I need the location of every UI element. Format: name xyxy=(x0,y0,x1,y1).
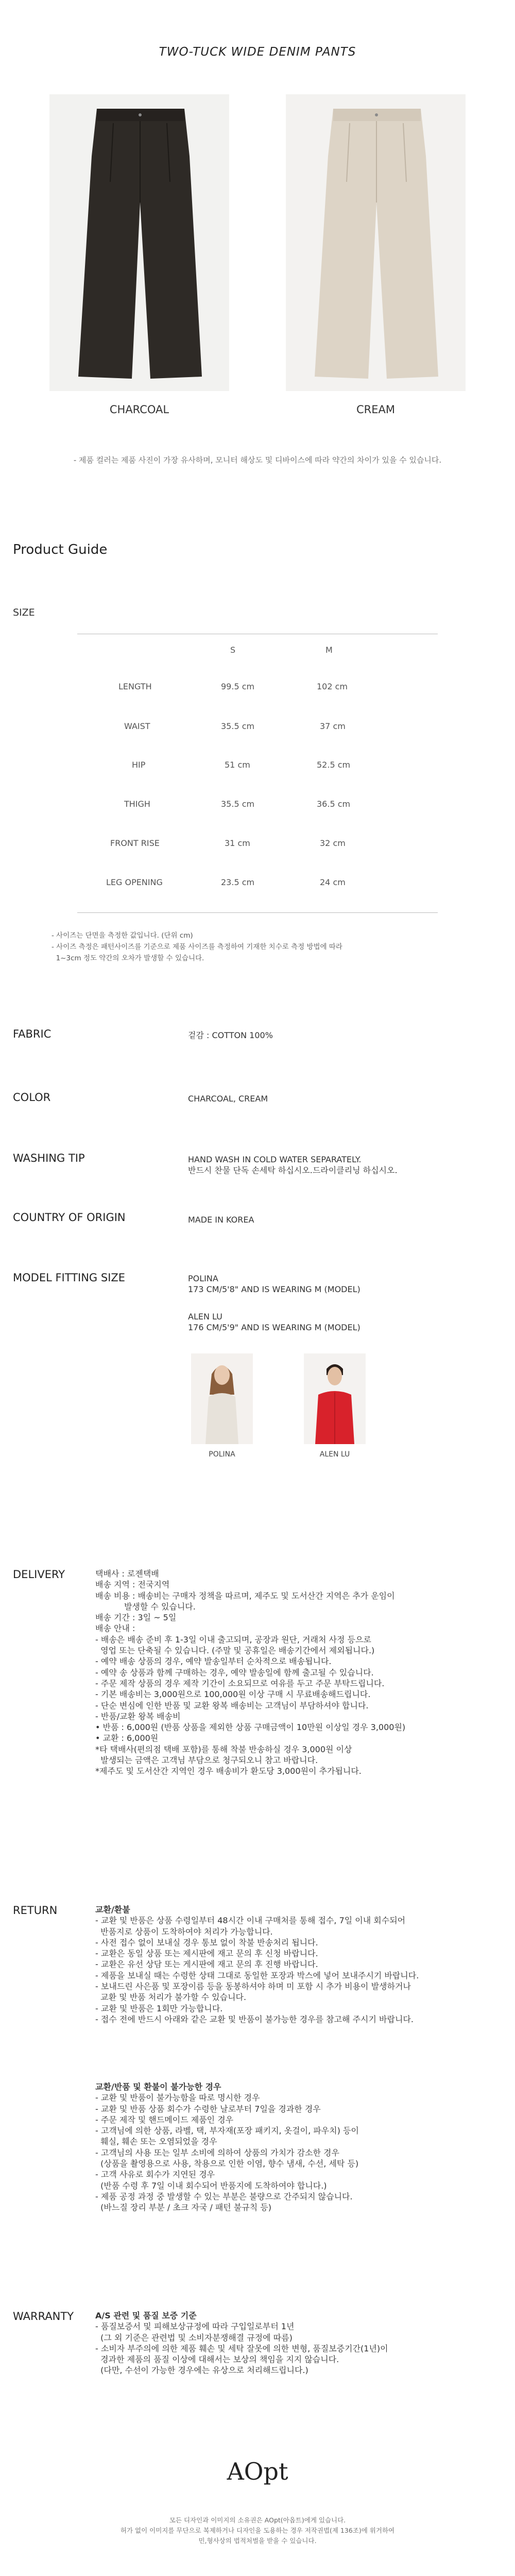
model-name: POLINA xyxy=(188,1274,218,1283)
fitting-label: MODEL FITTING SIZE xyxy=(13,1272,126,1284)
size-row-label: FRONT RISE xyxy=(110,838,160,848)
delivery-line: 영업 또는 단축될 수 있습니다. (주말 및 공휴일은 배송기간에서 제외됩니다.) xyxy=(95,1646,375,1656)
size-note-line: - 사이즈는 단면을 측정한 값입니다. (단위 cm) xyxy=(52,931,193,940)
delivery-line: *타 택배사(편의점 택배 포함)를 통해 착불 반송하실 경우 3,000원 이상 xyxy=(95,1744,352,1754)
color-value: CHARCOAL, CREAM xyxy=(188,1094,268,1104)
size-col-m: M xyxy=(325,645,333,655)
fitting-model-2 xyxy=(188,1311,360,1333)
washing-line: 반드시 찬물 단독 손세탁 하십시오.드라이클리닝 하십시오. xyxy=(188,1165,398,1175)
size-row-label: HIP xyxy=(132,760,146,770)
product-title: TWO-TUCK WIDE DENIM PANTS xyxy=(159,45,356,59)
delivery-line: - 예약 송 상품과 함께 구매하는 경우, 예약 발송일에 함께 출고될 수 있습니다. xyxy=(95,1667,374,1677)
return-info xyxy=(95,1904,419,2025)
size-note-line: - 사이즈 측정은 패턴사이즈를 기준으로 제품 사이즈를 측정하여 기재한 치수로 측정 방법에 따라 xyxy=(52,943,342,951)
size-note-line: 1~3cm 정도 약간의 오차가 발생할 수 있습니다. xyxy=(52,954,204,962)
warranty-label: WARRANTY xyxy=(13,2310,74,2323)
model-info: 176 CM/5'9" AND IS WEARING M (MODEL) xyxy=(188,1323,360,1332)
copyright-notice xyxy=(0,2515,515,2546)
color-label-charcoal: CHARCOAL xyxy=(109,403,169,416)
return-line: 반품지로 상품이 도착하여야 처리가 가능합니다. xyxy=(95,1926,273,1937)
no-return-line: - 고객님의 사용 또는 일부 소비에 의하여 상품의 가치가 감소한 경우 xyxy=(95,2147,339,2158)
delivery-line: 배송 안내 : xyxy=(95,1623,135,1634)
delivery-line: - 예약 배송 상품의 경우, 예약 발송일부터 순차적으로 배송됩니다. xyxy=(95,1656,332,1667)
delivery-line: 발생되는 금액은 고객님 부담으로 청구되오니 참고 바랍니다. xyxy=(95,1755,318,1766)
return-label: RETURN xyxy=(13,1904,58,1917)
size-row-s: 35.5 cm xyxy=(221,799,255,809)
return-line: - 접수 전에 반드시 아래와 같은 교환 및 반품이 불가능한 경우를 참고해 주시기 바랍니다. xyxy=(95,2014,414,2024)
no-return-line: 훼실, 훼손 또는 오염되었을 경우 xyxy=(95,2137,217,2147)
size-row-m: 36.5 cm xyxy=(317,799,351,809)
return-line: - 제품을 보내실 때는 수령한 상태 그대로 동일한 포장과 박스에 넣어 보내주시기 바랍니다. xyxy=(95,1970,419,1980)
copyright-line: 민,형사상의 법적처벌을 받을 수 있습니다. xyxy=(198,2537,317,2545)
model-name: ALEN LU xyxy=(188,1312,222,1321)
size-row-m: 37 cm xyxy=(320,721,346,731)
size-row-label: LENGTH xyxy=(118,682,152,691)
charcoal-pants-photo xyxy=(49,94,229,391)
no-return-line: (상품을 촬영용으로 사용, 착용으로 인한 이염, 향수 냄새, 수선, 세탁 등) xyxy=(95,2159,359,2169)
return-line: - 교환은 동일 상품 또는 제시판에 재고 문의 후 신청 바랍니다. xyxy=(95,1948,318,1959)
no-return-line: - 교환 및 반품 상품 회수가 수령한 날로부터 7일을 경과한 경우 xyxy=(95,2104,321,2114)
no-return-line: - 제품 공정 과정 중 발생할 수 있는 부분은 불량으로 간주되지 않습니다. xyxy=(95,2191,353,2201)
delivery-line: - 반품/교환 왕복 배송비 xyxy=(95,1711,181,1721)
return-line: - 사전 접수 없이 보내실 경우 통보 없이 착불 반송처리 됩니다. xyxy=(95,1937,318,1947)
origin-label: COUNTRY OF ORIGIN xyxy=(13,1211,126,1224)
brand-logo: AOpt xyxy=(227,2458,288,2485)
size-heading: SIZE xyxy=(13,607,35,618)
return-line: 교환 및 반품 처리가 불가할 수 있습니다. xyxy=(95,1992,247,2003)
warranty-line: (다만, 수선이 가능한 경우에는 유상으로 처리해드립니다.) xyxy=(95,2365,308,2376)
fitting-model-1 xyxy=(188,1273,360,1295)
washing-line: HAND WASH IN COLD WATER SEPARATELY. xyxy=(188,1155,362,1164)
return-line: - 보내드린 사은품 및 포장이름 등을 동봉하셔야 하며 미 포함 시 추가 비용이 발생하거나 xyxy=(95,1981,411,1992)
size-row-m: 32 cm xyxy=(320,838,346,848)
no-return-line: (반품 수령 후 7일 이내 회수되어 반품지에 도착하여야 합니다.) xyxy=(95,2180,327,2191)
delivery-line: - 배송은 배송 준비 후 1-3일 이내 출고되며, 공장과 원단, 거래처 사정 등으로 xyxy=(95,1634,371,1645)
washing-label: WASHING TIP xyxy=(13,1152,85,1164)
size-row-label: THIGH xyxy=(124,799,150,809)
warranty-line: - 품질보증서 및 피해보상규정에 따라 구입일로부터 1년 xyxy=(95,2321,295,2332)
model-info: 173 CM/5'8" AND IS WEARING M (MODEL) xyxy=(188,1284,360,1294)
size-row-s: 23.5 cm xyxy=(221,877,255,887)
size-row-m: 102 cm xyxy=(317,682,348,691)
delivery-line: 배송 기간 : 3일 ~ 5일 xyxy=(95,1613,177,1623)
return-line: - 교환 및 반품은 상품 수령일부터 48시간 이내 구매처를 통해 접수, 7일 이내 회수되어 xyxy=(95,1916,406,1926)
delivery-line: • 교환 : 6,000원 xyxy=(95,1733,159,1743)
fabric-label: FABRIC xyxy=(13,1028,52,1040)
size-row-s: 51 cm xyxy=(225,760,250,770)
model-caption-alen-lu: ALEN LU xyxy=(319,1450,350,1459)
delivery-line: *제주도 및 도서산간 지역인 경우 배송비가 환도당 3,000원이 추가됩니다. xyxy=(95,1766,362,1776)
cream-pants-photo xyxy=(286,94,466,391)
warranty-subheading: A/S 관련 및 품질 보증 기준 xyxy=(95,2311,197,2320)
size-row-label: LEG OPENING xyxy=(106,877,163,887)
delivery-info xyxy=(95,1568,405,1777)
no-return-info xyxy=(95,2081,359,2213)
delivery-line: - 기본 배송비는 3,000원으로 100,000원 이상 구매 시 무료배송해드립니다. xyxy=(95,1689,371,1700)
color-label-cream: CREAM xyxy=(356,403,395,416)
size-table-bottom-rule xyxy=(77,912,438,913)
delivery-line: 택배사 : 로젠택배 xyxy=(95,1569,159,1579)
warranty-line: 경과한 제품의 품질 이상에 대해서는 보상의 책임을 지지 않습니다. xyxy=(95,2354,339,2365)
delivery-line: - 주문 제작 상품의 경우 제작 기간이 소요되므로 여유를 두고 주문 부탁드립니다. xyxy=(95,1678,385,1688)
size-row-s: 31 cm xyxy=(225,838,250,848)
product-guide-heading: Product Guide xyxy=(13,542,108,557)
delivery-line: 배송 지역 : 전국지역 xyxy=(95,1580,170,1590)
no-return-line: - 교환 및 반품이 불가능함을 따로 명시한 경우 xyxy=(95,2093,260,2103)
size-row-s: 35.5 cm xyxy=(221,721,255,731)
delivery-line: 발생할 수 있습니다. xyxy=(95,1601,196,1612)
copyright-line: 모든 디자인과 이미지의 소유권은 AOpt(아옵트)에게 있습니다. xyxy=(169,2516,346,2524)
warranty-line: - 소비자 부주의에 의한 제품 훼손 및 세탁 잘못에 의한 변형, 품질보증기간(1년)이 xyxy=(95,2343,388,2353)
no-return-line: - 고객 사유로 회수가 지연된 경우 xyxy=(95,2170,215,2180)
no-return-line: (바느질 장리 부분 / 초크 자국 / 패턴 불규칙 등) xyxy=(95,2202,271,2213)
delivery-line: • 반품 : 6,000원 (반품 상품을 제외한 상품 구매금액이 10만원 이상일 경우 3,000원) xyxy=(95,1722,406,1733)
origin-value: MADE IN KOREA xyxy=(188,1215,254,1225)
model-photo-alen-lu xyxy=(304,1353,366,1444)
size-row-label: WAIST xyxy=(124,721,150,731)
size-notes xyxy=(52,930,342,964)
size-row-m: 24 cm xyxy=(320,877,346,887)
no-return-subheading: 교환/반품 및 환불이 불가능한 경우 xyxy=(95,2082,221,2092)
warranty-line: (그 외 기준은 관련법 및 소비자분쟁해결 규정에 따름) xyxy=(95,2332,293,2343)
return-line: - 교환은 유선 상담 또는 게시판에 재고 문의 후 진행 바랍니다. xyxy=(95,1959,318,1970)
return-subheading: 교환/환불 xyxy=(95,1905,130,1914)
model-caption-polina: POLINA xyxy=(209,1450,235,1459)
model-photo-polina xyxy=(191,1353,253,1444)
no-return-line: - 주문 제작 및 핸드메이드 제품인 경우 xyxy=(95,2114,234,2125)
delivery-line: - 단순 변심에 인한 반품 및 교환 왕복 배송비는 고객님이 부담하셔야 합니다. xyxy=(95,1700,369,1710)
size-row-s: 99.5 cm xyxy=(221,682,255,691)
fabric-value: 겉감 : COTTON 100% xyxy=(188,1030,273,1040)
color-label: COLOR xyxy=(13,1091,51,1104)
washing-value xyxy=(188,1154,398,1176)
size-row-m: 52.5 cm xyxy=(317,760,351,770)
return-line: - 교환 및 반품은 1회만 가능합니다. xyxy=(95,2003,223,2013)
delivery-label: DELIVERY xyxy=(13,1568,65,1581)
size-col-s: S xyxy=(230,645,236,655)
color-note: - 제품 컬러는 제품 사진이 가장 유사하며, 모니터 해상도 및 디바이스에 따라 약간의 차이가 있을 수 있습니다. xyxy=(73,455,442,465)
delivery-line: 배송 비용 : 배송비는 구매자 정책을 따르며, 제주도 및 도서산간 지역은 추가 운임이 xyxy=(95,1590,395,1601)
no-return-line: - 고객님에 의한 상품, 라벨, 택, 부자재(포장 패키지, 옷걸이, 파우치) 등이 xyxy=(95,2126,359,2136)
copyright-line: 허가 없이 이미지를 무단으로 복제하거나 디자인을 도용하는 경우 저작권법(제 136조)에 위거하여 xyxy=(120,2527,395,2534)
warranty-info xyxy=(95,2310,388,2376)
